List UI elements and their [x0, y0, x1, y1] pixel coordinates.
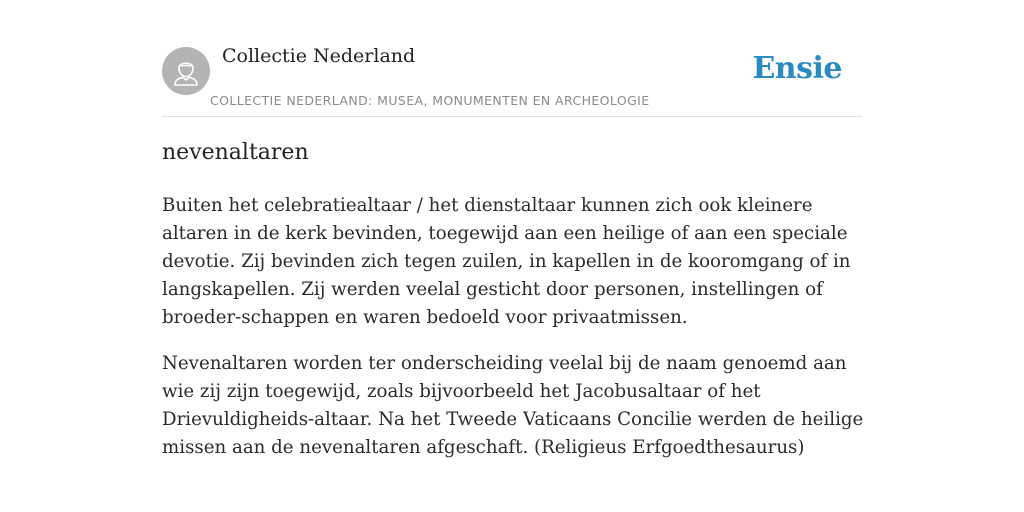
entry-paragraph: Buiten het celebratiealtaar / het dienstaltaar kunnen zich ook kleinere altaren in de kerk bevinden, toegewijd aan een heilige of aan een speciale devotie. Zij bevinden zich tegen zuilen, in kapellen in de kooromgang of in langskapellen. Zij werden veelal gesticht door personen, instellingen of broeder-schappen en waren bedoeld voor privaatmissen.: [162, 195, 851, 328]
source-name[interactable]: COLLECTIE NEDERLAND: MUSEA, MONUMENTEN EN ARCHEOLOGIE: [210, 93, 650, 108]
entry-body: [162, 192, 868, 480]
entry-title: nevenaltaren: [162, 140, 309, 165]
entry-paragraph: Nevenaltaren worden ter onderscheiding veelal bij de naam genoemd aan wie zij zijn toegewijd, zoals bijvoorbeeld het Jacobusaltaar of het Drievuldigheids-altaar. Na het Tweede Vaticaans Concilie werden de heilige missen aan de nevenaltaren afgeschaft. (Religieus Erfgoedthesaurus): [162, 353, 864, 458]
user-icon: [162, 47, 210, 95]
author-name[interactable]: Collectie Nederland: [222, 45, 416, 67]
entry-header: [162, 40, 862, 117]
avatar[interactable]: [162, 47, 210, 95]
brand-logo[interactable]: Ensie: [752, 51, 842, 86]
